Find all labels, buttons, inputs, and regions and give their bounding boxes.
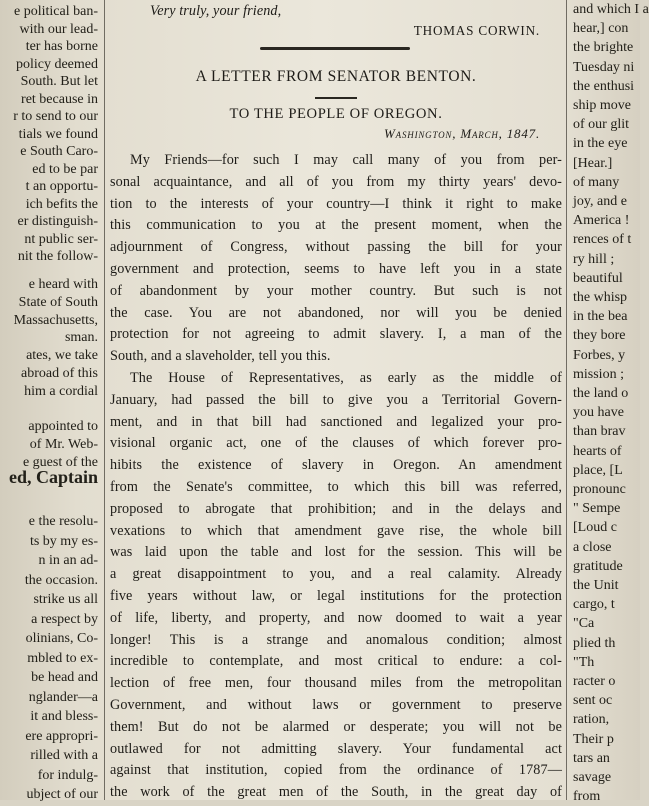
left-column (0, 0, 100, 800)
left-text-line: be head and (31, 670, 98, 685)
right-text-line: rences of t (573, 232, 632, 248)
right-text-line: gratitude (573, 558, 623, 574)
right-text-line: mission ; (573, 366, 624, 382)
right-text-line: "Th (573, 654, 595, 670)
article-line: of abandonment by your mother country. But such is not (110, 282, 562, 299)
article-line: lection of free men, four thousand miles from the metropolitan (110, 675, 562, 692)
right-text-line: [Hear.] (573, 155, 613, 171)
left-text-line: e guest of the (22, 455, 98, 470)
left-text-line: ates, we take (26, 348, 98, 364)
right-text-line: in the bea (573, 309, 628, 325)
left-text-line: e heard with (28, 277, 98, 292)
left-text-line: appointed to (28, 419, 98, 435)
left-text-line: policy deemed (15, 56, 98, 72)
right-text-line: sent oc (573, 693, 613, 709)
left-text-line: r to send to our (13, 109, 98, 124)
headline: A LETTER FROM SENATOR BENTON. (195, 68, 477, 85)
article-line: ment, and in that bill had sanctioned and legalized your pro- (110, 413, 562, 430)
article-line: sonal acquaintance, and all of you from my thirty years' devo- (110, 173, 562, 190)
right-text-line: a close (573, 539, 612, 555)
article-line: them! But do not be alarmed or desperate; you will not be (110, 718, 562, 735)
left-text-line: it and bless- (30, 709, 98, 724)
left-text-line: strike us all (33, 592, 98, 607)
right-text-line: tars an (573, 750, 610, 766)
article-line: vexations to which that amendment gave rise, the whole bill (110, 522, 562, 539)
right-text-line: they bore (573, 328, 626, 344)
article-line: January, had passed the bill to give you a Territorial Govern- (110, 391, 562, 408)
right-text-line: " Sempe (573, 501, 621, 517)
article-line: from the Senate's committee, to which this bill was referred, (110, 479, 562, 495)
article-line: Government, and without laws or government to preserve (110, 697, 562, 713)
right-text-line: joy, and e (573, 194, 627, 209)
right-text-line: in the eye (573, 136, 628, 152)
article-line: was laid upon the table and lost for the session. This will be (110, 544, 562, 561)
left-text-line: with our lead- (19, 21, 98, 37)
dateline: Washington, March, 1847. (384, 126, 540, 141)
article-line: visional organic act, one of the clauses of which forever pro- (110, 435, 562, 452)
left-text-line: tials we found (18, 126, 98, 142)
article-line: five years without law, or legal institutions for the protection (110, 588, 562, 604)
left-text-line: a respect by (31, 611, 98, 627)
article-line: The House of Representatives, as early as the middle of (130, 370, 562, 386)
left-text-line: State of South (18, 294, 98, 310)
short-rule (315, 97, 357, 99)
left-text-line: er distinguish- (17, 214, 98, 229)
left-text-line: Massachusetts, (13, 312, 98, 328)
left-text-line: abroad of this (21, 366, 98, 381)
right-text-line: you have (573, 405, 624, 421)
article-line: hibits the existence of slavery in Oregon. An amendment (110, 457, 562, 474)
left-text-line: for indulg- (37, 767, 98, 783)
right-text-line: hear,] con (573, 21, 629, 37)
left-text-line: ts by my es- (29, 533, 98, 549)
right-column (570, 0, 649, 805)
left-text-line: t an opportu- (25, 179, 98, 194)
right-text-line: of many (573, 174, 620, 190)
article-line: the case. You are not abandoned, nor will you be denied (110, 304, 562, 321)
right-text-line: the Unit (573, 578, 619, 593)
left-text-line: him a cordial (24, 383, 98, 399)
article-line: adjournment of Congress, without passing the bill for your (110, 239, 562, 256)
left-text-line: olinians, Co- (25, 631, 98, 646)
left-text-line: South. But let (20, 74, 98, 89)
left-text-line: e political ban- (14, 4, 98, 19)
left-text-line: ich befits the (25, 196, 98, 212)
article-line: proposed to abrogate that prohibition; and in the delays and (110, 500, 562, 517)
right-text-line: [Loud c (573, 520, 617, 536)
article-line: of life, liberty, and property, and now doomed to wait a year (110, 609, 562, 626)
right-text-line: America ! (573, 213, 630, 229)
left-text-line: nit the follow- (17, 249, 98, 264)
right-text-line: pronounc (573, 482, 626, 497)
right-text-line: the whisp (573, 290, 628, 305)
left-text-line: ed to be par (32, 161, 98, 177)
ornament-rule (260, 47, 410, 50)
right-text-line: from (573, 789, 601, 805)
article-line: South, and a slaveholder, tell you this. (110, 348, 331, 365)
subhead: TO THE PEOPLE OF OREGON. (229, 106, 443, 122)
article-line: tion to the interests of your country—I think it right to make (110, 195, 562, 212)
closing-line: Very truly, your friend, (150, 3, 282, 19)
right-text-line: than brav (573, 424, 626, 440)
left-text-line: the occasion. (24, 572, 98, 588)
right-text-line: ration, (573, 712, 610, 728)
left-text-line: ubject of our (26, 787, 98, 802)
right-text-line: the brighte (573, 40, 634, 56)
right-text-line: "Ca (573, 616, 595, 632)
article-line: outlawed for not admitting slavery. Your fundamental act (110, 740, 562, 757)
right-text-line: of our glit (573, 117, 629, 133)
column-rule-left (104, 0, 105, 800)
article-line: this communication to you at the present moment, when the (110, 217, 562, 234)
left-text-line: mbled to ex- (27, 650, 98, 666)
right-text-line: ship move (573, 98, 631, 113)
right-text-line: beautiful (573, 270, 623, 286)
left-heading: ed, Captain (8, 467, 98, 487)
right-text-line: Forbes, y (573, 347, 626, 363)
left-text-line: e the resolu- (28, 514, 98, 529)
right-text-line: the land o (573, 386, 629, 401)
right-text-line: the enthusi (573, 78, 635, 94)
article-line: against that institution, copied from the ordinance of 1787— (110, 762, 562, 779)
right-text-line: and which I a (573, 2, 649, 17)
left-text-line: ter has borne (25, 39, 98, 54)
right-text-line: plied th (573, 635, 616, 651)
right-text-line: cargo, t (573, 597, 615, 613)
left-text-line: sman. (64, 330, 98, 346)
article-line: a great disappointment to you, and a real calamity. Already (110, 566, 562, 583)
left-text-line: rilled with a (30, 748, 98, 763)
article-line: protection for not agreeing to admit slavery. I, a man of the (110, 326, 562, 343)
right-text-line: racter o (573, 674, 616, 689)
column-rule-right (566, 0, 567, 800)
article-line: the work of the great men of the South, in the great day of (110, 784, 562, 801)
article-line: government and protection, seems to have left you in a state (110, 261, 562, 277)
left-text-line: e South Caro- (20, 144, 98, 159)
middle-column (110, 0, 562, 800)
left-text-line: nglander—a (28, 689, 98, 705)
right-text-line: ry hill ; (573, 251, 615, 267)
left-text-line: ere appropri- (25, 728, 98, 744)
signature: THOMAS CORWIN. (413, 23, 540, 38)
right-text-line: savage (573, 770, 612, 785)
right-text-line: place, [L (573, 462, 623, 478)
right-text-line: Tuesday ni (573, 59, 635, 75)
left-text-line: nt public ser- (24, 231, 98, 247)
article-line: incredible to contemplate, and most critical to endure: a col- (110, 653, 562, 670)
article-line: My Friends—for such I may call many of you from per- (130, 152, 562, 168)
right-text-line: Their p (573, 731, 614, 747)
article-line: longer! This is a strange and anomalous condition; almost (110, 631, 562, 648)
right-text-line: hearts of (573, 443, 622, 459)
left-text-line: of Mr. Web- (29, 437, 98, 453)
left-text-line: n in an ad- (38, 553, 98, 568)
left-text-line: ret because in (21, 91, 98, 107)
